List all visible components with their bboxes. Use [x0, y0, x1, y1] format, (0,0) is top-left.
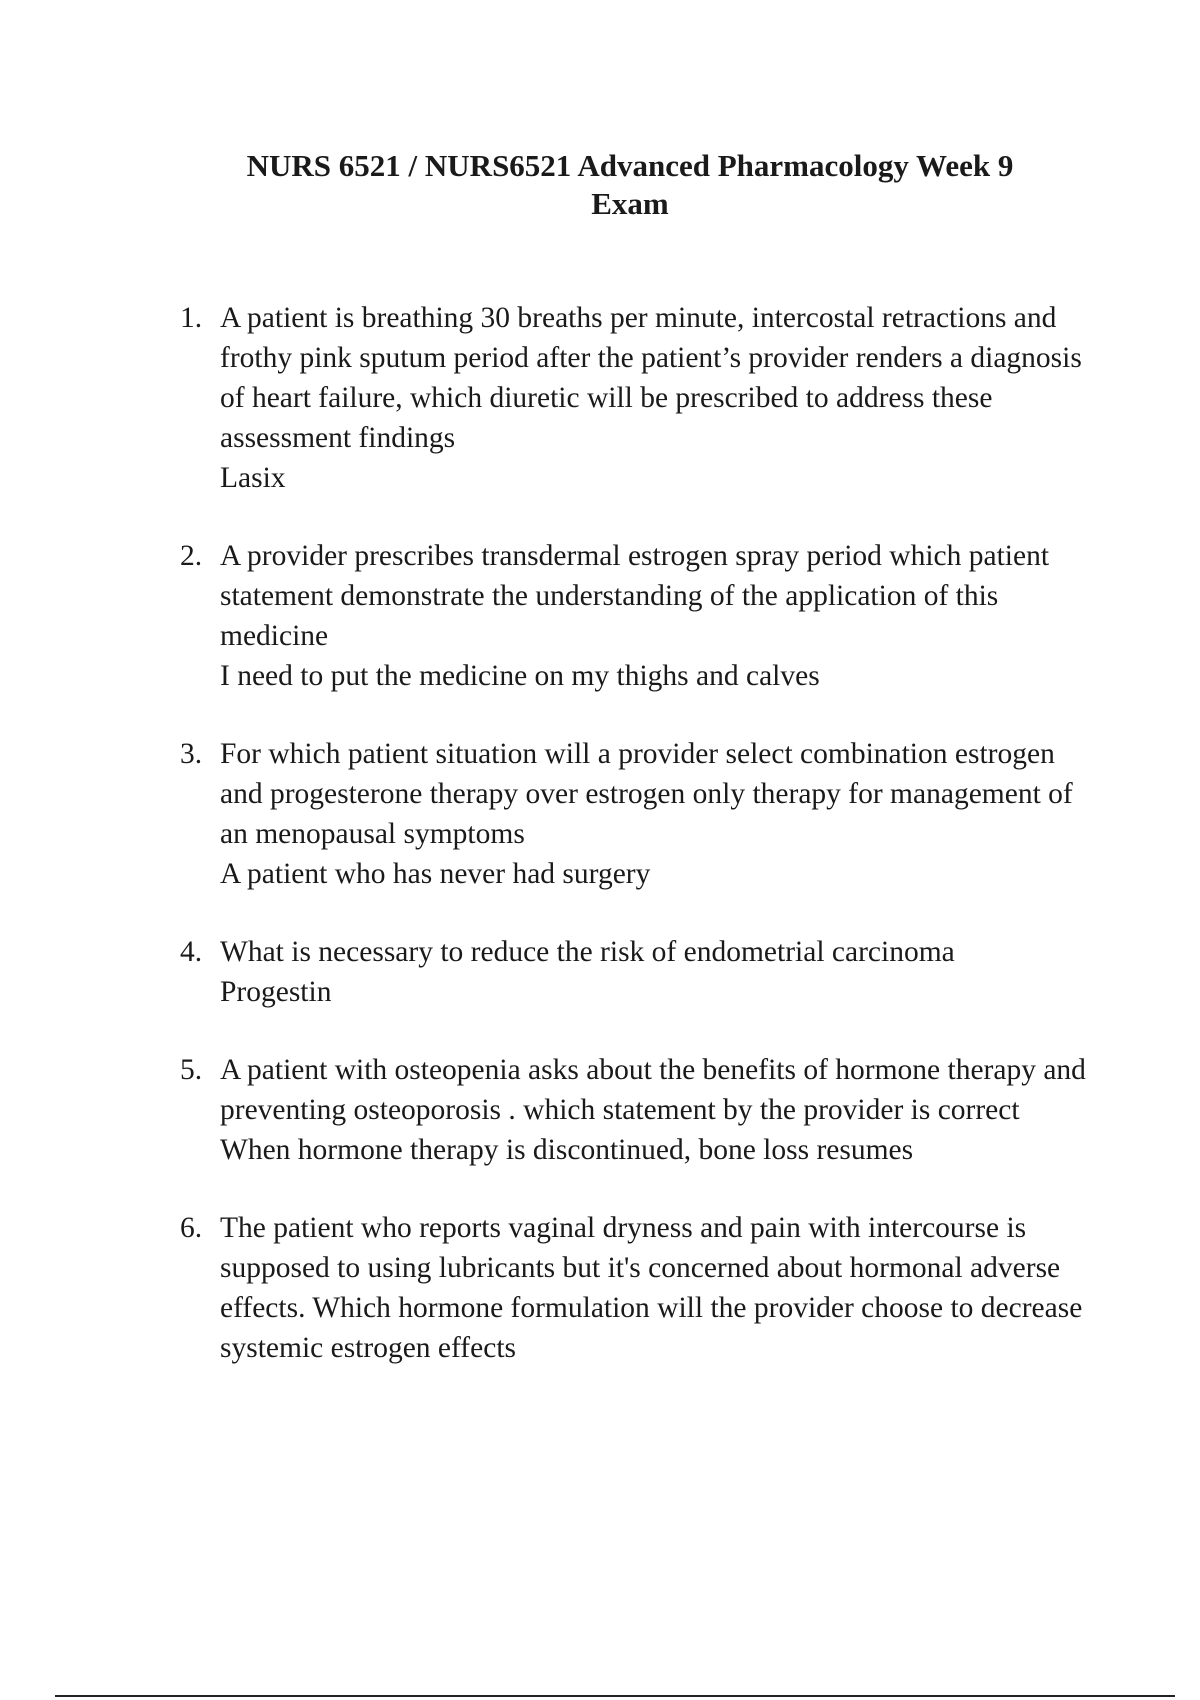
footer-divider [55, 1695, 1175, 1697]
question-answer: A patient who has never had surgery [220, 858, 651, 890]
question-number: 2. [180, 540, 203, 572]
question-answer: I need to put the medicine on my thighs and calves [220, 660, 820, 692]
question-item [180, 932, 1100, 1012]
question-list [180, 298, 1100, 1406]
question-number: 1. [180, 302, 203, 334]
question-text: A patient with osteopenia asks about the benefits of hormone therapy and preventing osteoporosis . which statement by the provider is correct [220, 1054, 1086, 1126]
question-text: A provider prescribes transdermal estrogen spray period which patient statement demonstrate the understanding of the application of this medicine [220, 540, 1050, 652]
question-item [180, 1050, 1100, 1170]
question-answer: When hormone therapy is discontinued, bone loss resumes [220, 1134, 914, 1166]
question-text: For which patient situation will a provider select combination estrogen and progesterone therapy over estrogen only therapy for management of an menopausal symptoms [220, 738, 1073, 850]
question-answer: Progestin [220, 976, 332, 1008]
document-title [200, 147, 1060, 223]
question-text: The patient who reports vaginal dryness and pain with intercourse is supposed to using lubricants but it's concerned about hormonal adverse effects. Which hormone formulation will the provider choose to decrease systemic estrogen effects [220, 1212, 1083, 1364]
question-answer: Lasix [220, 462, 286, 494]
question-number: 5. [180, 1054, 203, 1086]
question-number: 3. [180, 738, 203, 770]
question-number: 6. [180, 1212, 203, 1244]
question-text: What is necessary to reduce the risk of endometrial carcinoma [220, 936, 955, 968]
question-number: 4. [180, 936, 203, 968]
question-item [180, 298, 1100, 498]
title-line-1: NURS 6521 / NURS6521 Advanced Pharmacology Week 9 [246, 148, 1014, 183]
question-item [180, 734, 1100, 894]
question-text: A patient is breathing 30 breaths per minute, intercostal retractions and frothy pink sputum period after the patient’s provider renders a diagnosis of heart failure, which diuretic will be prescribed to address these assessment findings [220, 302, 1082, 454]
title-line-2: Exam [591, 186, 669, 221]
question-item [180, 536, 1100, 696]
question-item [180, 1208, 1100, 1368]
